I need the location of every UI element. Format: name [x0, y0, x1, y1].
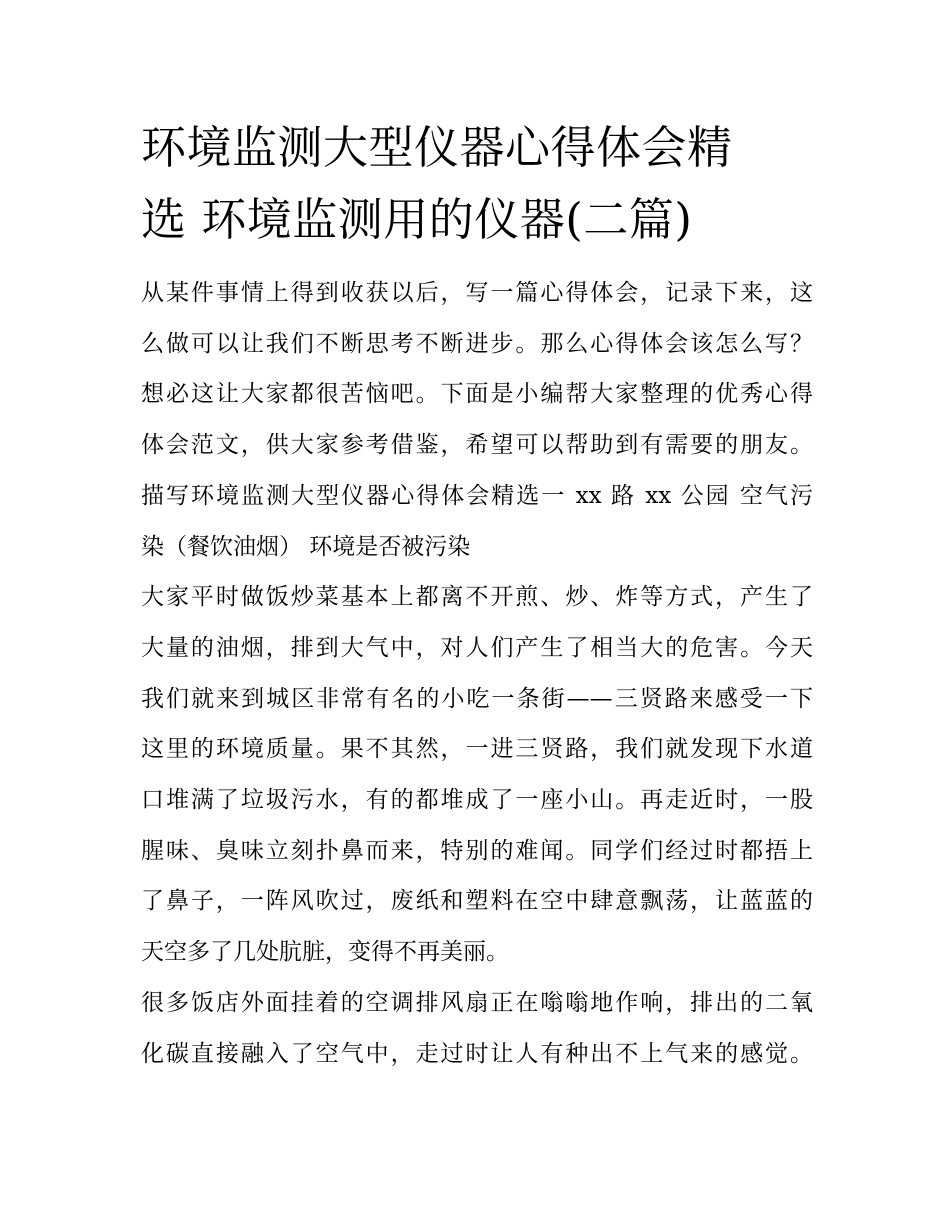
- paragraph-line: 很多饭店外面挂着的空调排风扇正在嗡嗡地作响，排出的二氧: [141, 989, 813, 1016]
- paragraph-line: 天空多了几处肮脏，变得不再美丽。: [141, 939, 509, 966]
- paragraph-line: 口堆满了垃圾污水，有的都堆成了一座小山。再走近时，一股: [141, 787, 813, 814]
- paragraph-line: 么做可以让我们不断思考不断进步。那么心得体会该怎么写？: [141, 330, 813, 357]
- paragraph-body-1: [141, 572, 813, 978]
- document-page: [141, 112, 813, 1079]
- paragraph-line: 体会范文，供大家参考借鉴，希望可以帮助到有需要的朋友。: [141, 432, 813, 459]
- paragraph-line: 大量的油烟，排到大气中，对人们产生了相当大的危害。今天: [141, 634, 813, 661]
- paragraph-line: 想必这让大家都很苦恼吧。下面是小编帮大家整理的优秀心得: [141, 381, 813, 408]
- paragraph-line: 大家平时做饭炒菜基本上都离不开煎、炒、炸等方式，产生了: [141, 584, 813, 611]
- paragraph-line: 染（餐饮油烟） 环境是否被污染: [141, 533, 471, 560]
- paragraph-line: 描写环境监测大型仪器心得体会精选一 xx 路 xx 公园 空气污: [141, 482, 813, 509]
- paragraph-line: 化碳直接融入了空气中，走过时让人有种出不上气来的感觉。: [141, 1040, 813, 1067]
- title-line-1: 环境监测大型仪器心得体会精: [141, 121, 733, 174]
- document-title: [141, 112, 813, 256]
- title-line-2: 选 环境监测用的仪器(二篇): [141, 193, 693, 246]
- paragraph-heading: [141, 471, 813, 572]
- paragraph-body-2: [141, 978, 813, 1079]
- paragraph-intro: [141, 268, 813, 471]
- paragraph-line: 我们就来到城区非常有名的小吃一条街——三贤路来感受一下: [141, 685, 813, 712]
- paragraph-line: 腥味、臭味立刻扑鼻而来，特别的难闻。同学们经过时都捂上: [141, 837, 813, 864]
- paragraph-line: 了鼻子，一阵风吹过，废纸和塑料在空中肆意飘荡，让蓝蓝的: [141, 888, 813, 915]
- paragraph-line: 从某件事情上得到收获以后，写一篇心得体会，记录下来，这: [141, 280, 813, 306]
- paragraph-line: 这里的环境质量。果不其然，一进三贤路，我们就发现下水道: [141, 736, 813, 763]
